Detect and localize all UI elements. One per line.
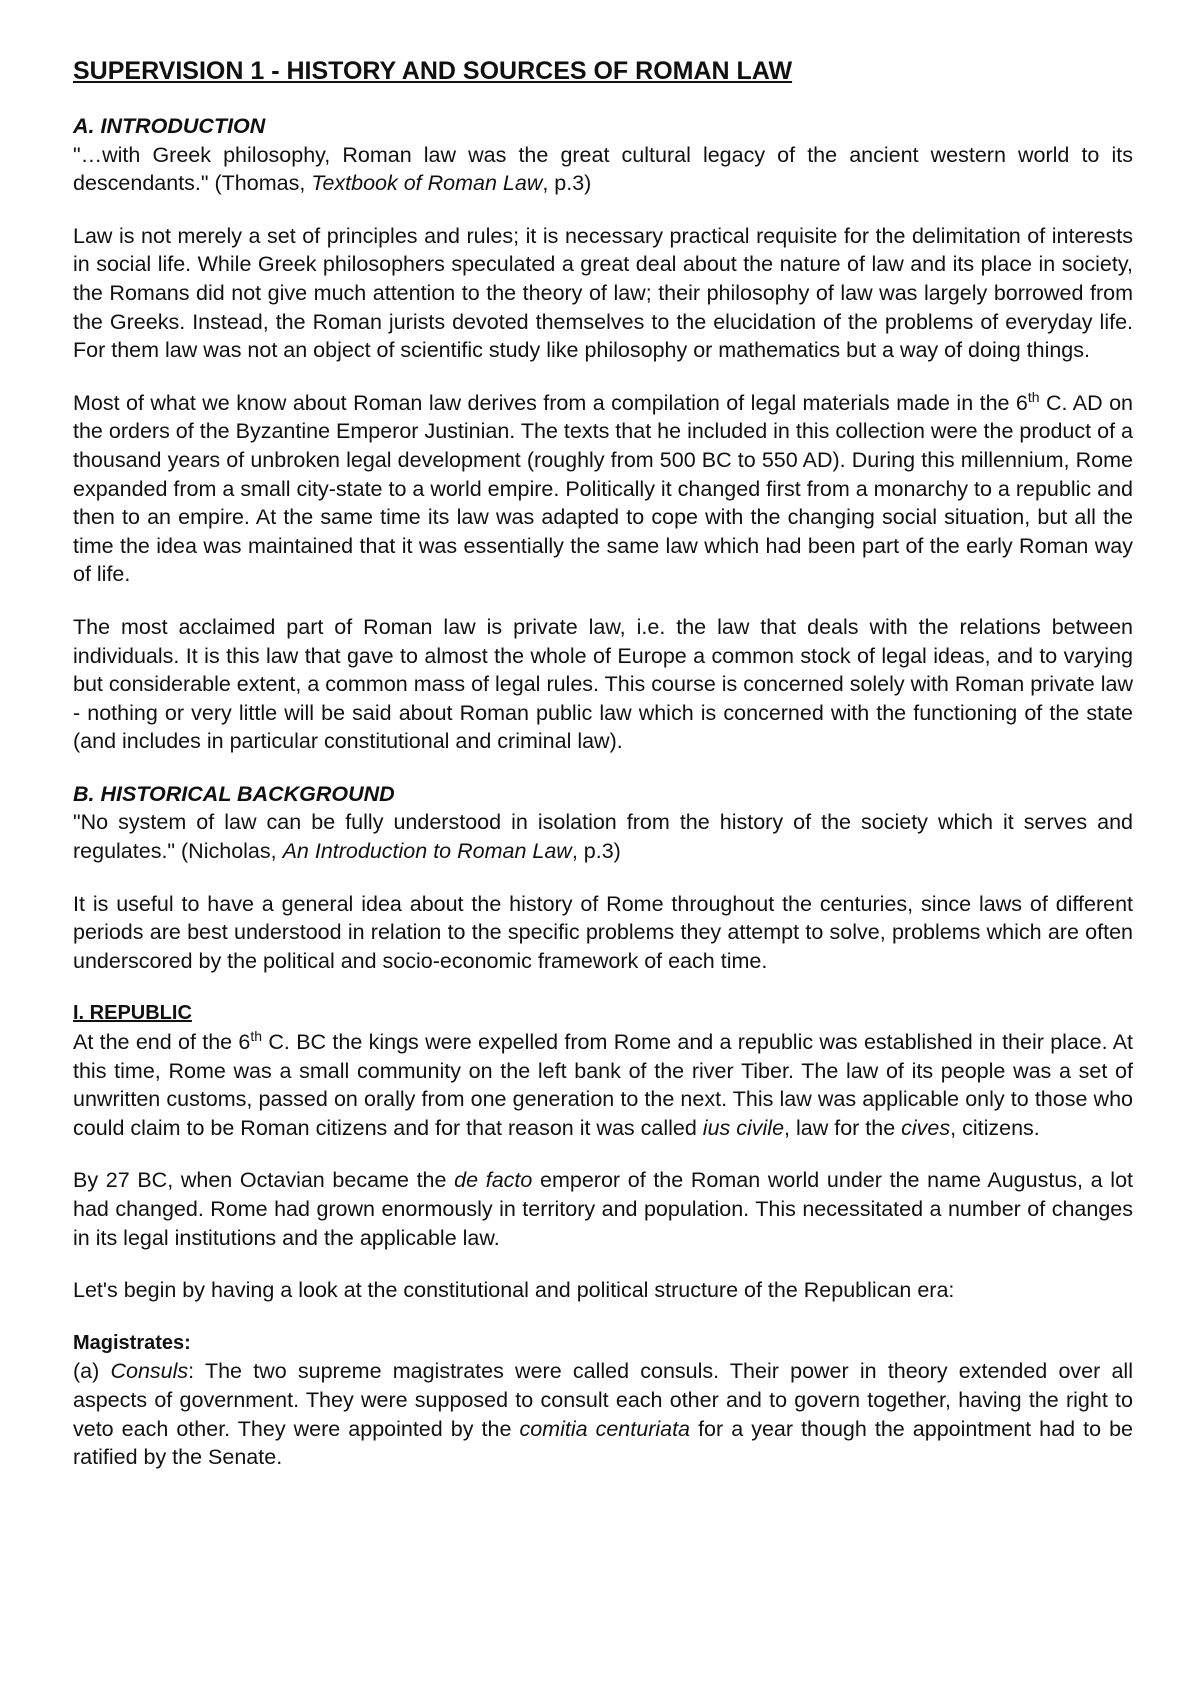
quote-book-title: Textbook of Roman Law [311,171,543,196]
republic-paragraph-3: Let's begin by having a look at the constitutional and political structure of the Republican era: [73,1278,955,1303]
section-a-heading: A. INTRODUCTION [73,114,266,138]
document-title: SUPERVISION 1 - HISTORY AND SOURCES OF ROMAN LAW [73,57,793,85]
quote-book-title: An Introduction to Roman Law [282,839,572,864]
republic-paragraph-1: At the end of the 6th C. BC the kings were expelled from Rome and a republic was established in their place. At this time, Rome was a small community on the left bank of the river Tiber. The law of its people was a set of unwritten customs, passed on orally from one generation to the next. This law was applicable only to those who could claim to be Roman citizens and for that reason it was called ius civile, law for the cives, citizens. [73,1027,1134,1140]
section-a-paragraph-3: The most acclaimed part of Roman law is private law, i.e. the law that deals with the relations between individuals. It is this law that gave to almost the whole of Europe a common stock of legal ideas, and to varying but considerable extent, a common mass of legal rules. This course is concerned solely with Roman private law - nothing or very little will be said about Roman public law which is concerned with the functioning of the state (and includes in particular constitutional and criminal law). [73,614,1133,754]
republic-paragraph-2: By 27 BC, when Octavian became the de facto emperor of the Roman world under the name Augustus, a lot had changed. Rome had grown enormously in territory and population. This necessitated a number of changes in its legal institutions and the applicable law. [73,1168,1134,1250]
section-a-paragraph-2: Most of what we know about Roman law derives from a compilation of legal materials made in the 6th C. AD on the orders of the Byzantine Emperor Justinian. The texts that he included in this collection were the product of a thousand years of unbroken legal development (roughly from 500 BC to 550 AD). During this millennium, Rome expanded from a small city-state to a world empire. Politically it changed first from a monarchy to a republic and then to an empire. At the same time its law was adapted to cope with the changing social situation, but all the time the idea was maintained that it was essentially the same law which had been part of the early Roman way of life. [73,388,1133,587]
section-b-paragraph-1: It is useful to have a general idea about the history of Rome throughout the centuries, since laws of different periods are best understood in relation to the specific problems they attempt to solve, problems which are often underscored by the political and socio-economic framework of each time. [73,891,1133,973]
magistrates-heading: Magistrates: [73,1331,191,1354]
section-b-heading: B. HISTORICAL BACKGROUND [73,781,395,806]
section-a-quote: "…with Greek philosophy, Roman law was the great cultural legacy of the ancient western world to its descendants." (Thomas, Textbook of Roman Law, p.3) [73,142,1133,196]
magistrates-item-consuls: (a) Consuls: The two supreme magistrates were called consuls. Their power in theory extended over all aspects of government. They were supposed to consult each other and to govern together, having the right to veto each other. They were appointed by the comitia centuriata for a year though the appointment had to be ratified by the Senate. [73,1359,1133,1470]
section-a-paragraph-1: Law is not merely a set of principles and rules; it is necessary practical requisite for the delimitation of interests in social life. While Greek philosophers speculated a great deal about the nature of law and its place in society, the Romans did not give much attention to the theory of law; their philosophy of law was largely borrowed from the Greeks. Instead, the Roman jurists devoted themselves to the elucidation of the problems of everyday life. For them law was not an object of scientific study like philosophy or mathematics but a way of doing things. [73,223,1133,363]
republic-heading: I. REPUBLIC [73,1002,192,1025]
section-b-quote: "No system of law can be fully understood in isolation from the history of the society which it serves and regulates." (Nicholas, An Introduction to Roman Law, p.3) [73,810,1133,864]
document-page [73,50,1133,1496]
